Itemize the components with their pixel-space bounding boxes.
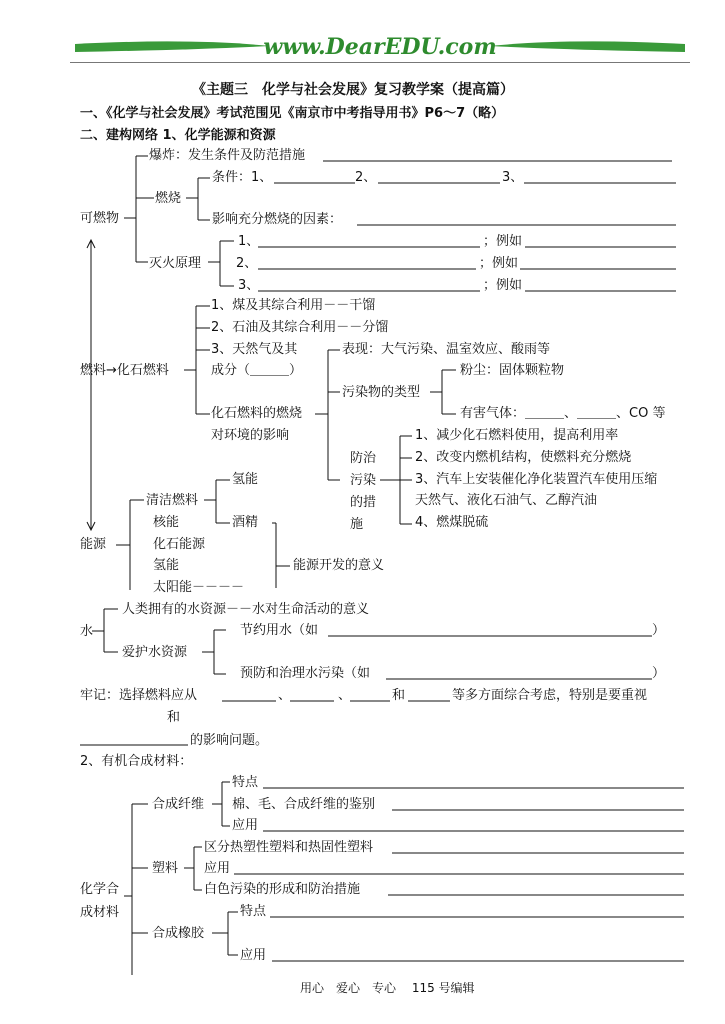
logo-text: www.DearEDU.com xyxy=(263,34,497,60)
remember-and: 和 xyxy=(167,710,181,725)
extinguish-label: 灭火原理 xyxy=(149,256,202,271)
plastic-apply: 应用 xyxy=(204,861,231,876)
section-1: 一、《化学与社会发展》考试范围见《南京市中考指导用书》P6～7（略） xyxy=(80,106,505,121)
organic-heading: 2、有机合成材料： xyxy=(80,754,193,769)
example-3: ；例如 xyxy=(483,278,523,293)
factors-label: 影响充分燃烧的因素： xyxy=(212,212,343,227)
remember-end: 等多方面综合考虑，特别是要重视 xyxy=(452,688,648,703)
prevention-line3: 的措 xyxy=(350,495,377,510)
prevention-line1: 防治 xyxy=(350,451,377,466)
measure-3b: 天然气、液化石油气、乙醇汽油 xyxy=(415,493,598,508)
measure-2: 2、改变内燃机结构，使燃料充分燃烧 xyxy=(415,450,632,465)
footer: 用心 爱心 专心 115 号编辑 xyxy=(300,981,475,995)
water-save-paren: ） xyxy=(652,623,666,638)
coal-item: 1、煤及其综合利用－－干馏 xyxy=(211,298,376,313)
condition-2: 2、 xyxy=(355,170,377,185)
explosion-label: 爆炸：发生条件及防范措施 xyxy=(149,148,306,163)
extinguish-3: 3、 xyxy=(238,278,260,293)
fossil-energy-label: 化石能源 xyxy=(153,537,206,552)
condition-label: 条件：1、 xyxy=(212,170,273,185)
measure-3a: 3、汽车上安装催化净化装置汽车使用压缩 xyxy=(415,472,658,487)
organic-root-line1: 化学合 xyxy=(80,882,120,897)
water-save-label: 节约用水（如 xyxy=(240,623,319,638)
pollutant-type-label: 污染物的类型 xyxy=(342,385,421,400)
plastic-white: 白色污染的形成和防治措施 xyxy=(204,882,361,897)
hydrogen-label-2: 氢能 xyxy=(153,558,180,573)
fiber-apply: 应用 xyxy=(232,818,259,833)
burning-label: 燃烧 xyxy=(155,191,182,206)
remember-sep-3: 和 xyxy=(392,688,406,703)
nuclear-label: 核能 xyxy=(153,515,180,530)
performance-label: 表现：大气污染、温室效应、酸雨等 xyxy=(342,342,551,357)
rubber-apply: 应用 xyxy=(240,948,267,963)
rubber-feature: 特点 xyxy=(240,904,267,919)
header-rule xyxy=(70,62,690,63)
extinguish-1: 1、 xyxy=(238,234,260,249)
power-label: 能源 xyxy=(80,537,107,552)
logo-swoosh-left xyxy=(75,41,270,52)
meaning-label: 能源开发的意义 xyxy=(293,558,385,573)
header-logo xyxy=(70,30,690,64)
prevention-line2: 污染 xyxy=(350,473,377,488)
prevention-line4: 施 xyxy=(350,517,364,532)
gas-item-line2: 成分（＿＿＿） xyxy=(211,363,303,378)
fiber-identify: 棉、毛、合成纤维的鉴别 xyxy=(232,797,376,812)
measure-1: 1、减少化石燃料使用，提高利用率 xyxy=(415,428,619,443)
gas-item-line1: 3、天然气及其 xyxy=(211,342,298,357)
combustible-label: 可燃物 xyxy=(80,211,120,226)
impact-line2: 对环境的影响 xyxy=(211,428,290,443)
organic-root-line2: 成材料 xyxy=(80,905,120,920)
remember-sep-2: 、 xyxy=(338,688,352,703)
fuel-fossil-label: 燃料→化石燃料 xyxy=(80,363,169,378)
page-title: 《主题三 化学与社会发展》复习教学案（提高篇） xyxy=(192,82,514,98)
impact-line1: 化石燃料的燃烧 xyxy=(211,406,303,421)
water-protect-label: 爱护水资源 xyxy=(122,645,188,660)
extinguish-2: 2、 xyxy=(236,256,258,271)
section-2: 二、建构网络 1、化学能源和资源 xyxy=(80,128,276,143)
hydrogen-label: 氢能 xyxy=(232,472,259,487)
water-own-label: 人类拥有的水资源－－水对生命活动的意义 xyxy=(122,602,370,617)
remember-sep-1: 、 xyxy=(278,688,292,703)
condition-3: 3、 xyxy=(502,170,524,185)
remember-line2: 的影响问题。 xyxy=(190,733,269,748)
example-1: ；例如 xyxy=(483,234,523,249)
rubber-label: 合成橡胶 xyxy=(152,926,205,941)
dust-label: 粉尘：固体颗粒物 xyxy=(460,363,565,378)
alcohol-label: 酒精 xyxy=(232,515,259,530)
fiber-label: 合成纤维 xyxy=(152,797,205,812)
clean-fuel-label: 清洁燃料 xyxy=(146,493,199,508)
measure-4: 4、燃煤脱硫 xyxy=(415,515,489,530)
oil-item: 2、石油及其综合利用－－分馏 xyxy=(211,320,389,335)
remember-start: 牢记：选择燃料应从 xyxy=(80,688,198,703)
harmful-gas-label: 有害气体：＿＿＿、＿＿＿、CO 等 xyxy=(460,406,666,421)
fiber-feature: 特点 xyxy=(232,775,259,790)
water-label: 水 xyxy=(80,624,94,639)
logo-swoosh-right xyxy=(490,41,685,52)
water-prevent-label: 预防和治理水污染（如 xyxy=(240,666,371,681)
plastic-thermo: 区分热塑性塑料和热固性塑料 xyxy=(204,840,374,855)
solar-label: 太阳能－－－－ xyxy=(153,580,245,595)
plastic-label: 塑料 xyxy=(152,861,179,876)
example-2: ；例如 xyxy=(479,256,519,271)
water-prevent-paren: ） xyxy=(652,666,666,681)
